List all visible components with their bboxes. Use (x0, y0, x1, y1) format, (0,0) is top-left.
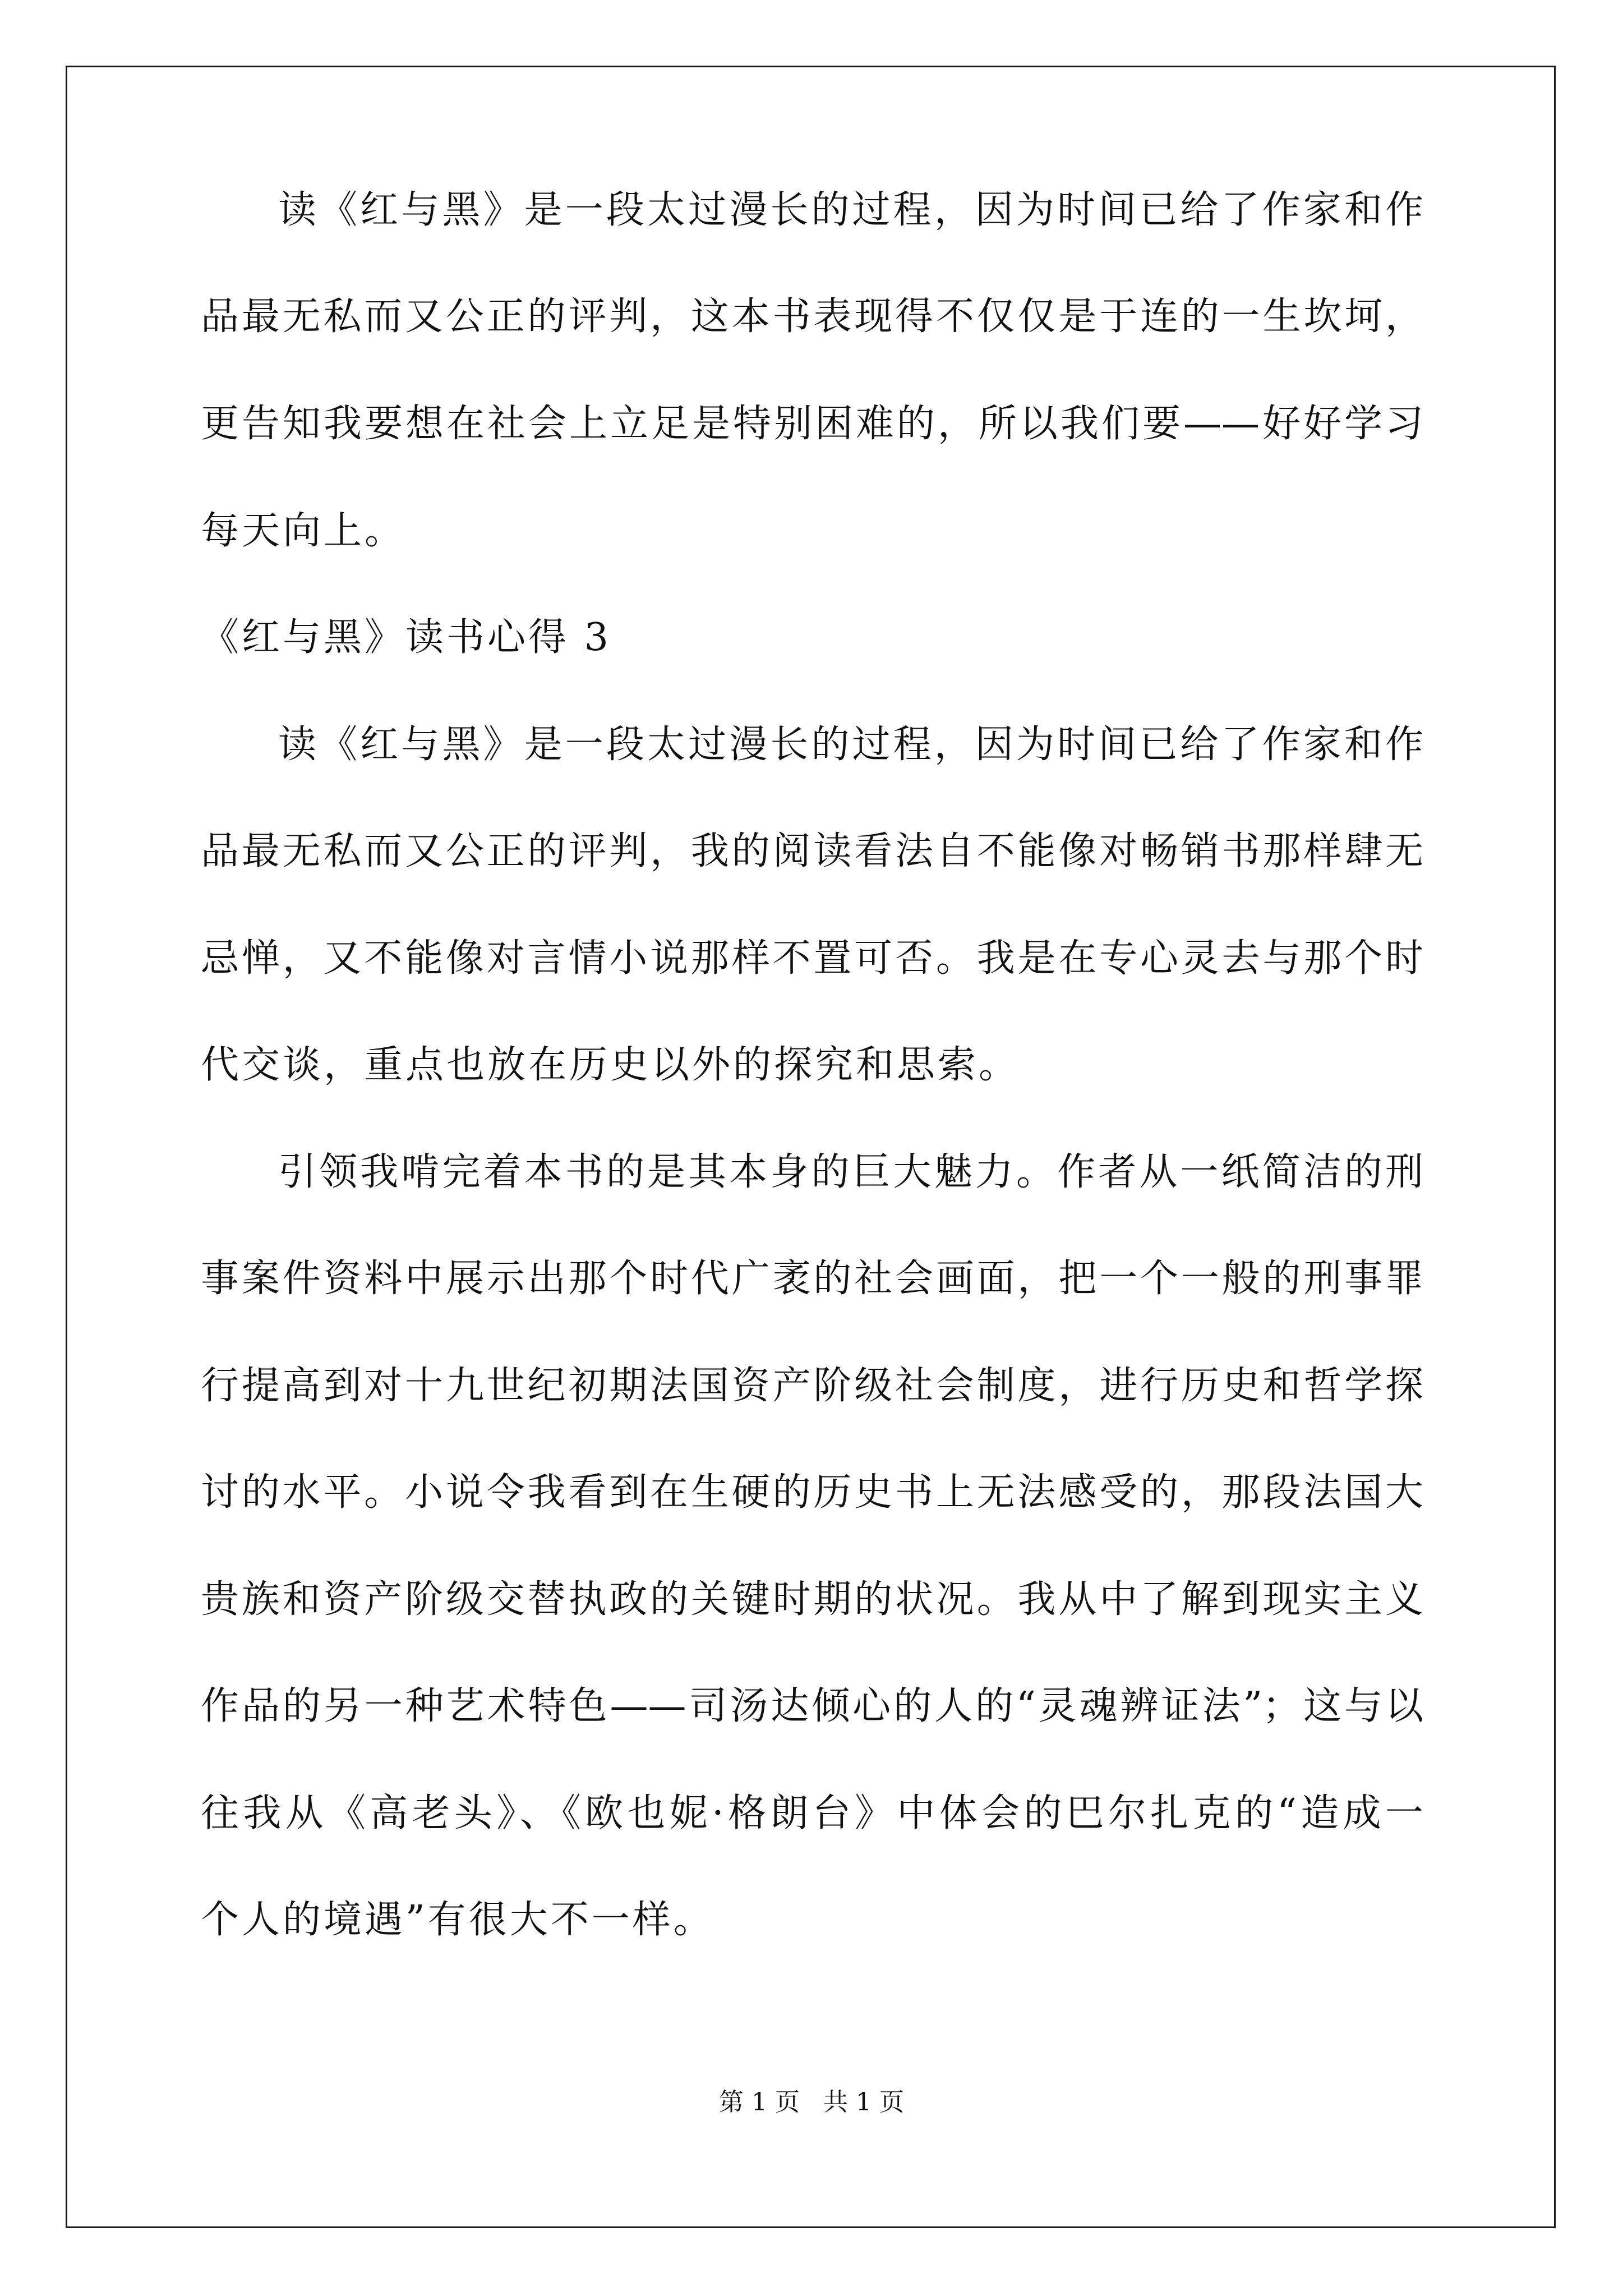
text-line: 引领我啃完着本书的是其本身的巨大魅力。作者从一纸简洁的刑 (278, 1150, 1423, 1194)
text-line: 品最无私而又公正的评判，我的阅读看法自不能像对畅销书那样肆无 (201, 829, 1423, 873)
text-line: 往我从《高老头》、《欧也妮·格朗台》中体会的巴尔扎克的“造成一 (201, 1791, 1423, 1835)
text-line: 个人的境遇”有很大不一样。 (201, 1898, 714, 1942)
page-number-footer: 第 1 页 共 1 页 (719, 2088, 904, 2116)
text-line: 读《红与黑》是一段太过漫长的过程，因为时间已给了作家和作 (278, 723, 1423, 767)
text-line: 读《红与黑》是一段太过漫长的过程，因为时间已给了作家和作 (278, 188, 1423, 232)
text-line: 每天向上。 (201, 509, 406, 553)
text-line: 事案件资料中展示出那个时代广袤的社会画面，把一个一般的刑事罪 (201, 1257, 1423, 1301)
text-line: 更告知我要想在社会上立足是特别困难的，所以我们要——好好学习 (201, 402, 1423, 446)
text-line: 品最无私而又公正的评判，这本书表现得不仅仅是于连的一生坎坷， (201, 295, 1423, 339)
text-line: 忌惮，又不能像对言情小说那样不置可否。我是在专心灵去与那个时 (201, 936, 1423, 981)
text-line: 作品的另一种艺术特色——司汤达倾心的人的“灵魂辨证法”；这与以 (201, 1684, 1423, 1728)
section-heading: 《红与黑》读书心得 3 (201, 615, 611, 660)
text-line: 讨的水平。小说令我看到在生硬的历史书上无法感受的，那段法国大 (201, 1470, 1423, 1515)
text-line: 贵族和资产阶级交替执政的关键时期的状况。我从中了解到现实主义 (201, 1577, 1423, 1622)
text-line: 代交谈，重点也放在历史以外的探究和思索。 (201, 1043, 1020, 1087)
text-line: 行提高到对十九世纪初期法国资产阶级社会制度，进行历史和哲学探 (201, 1364, 1423, 1408)
